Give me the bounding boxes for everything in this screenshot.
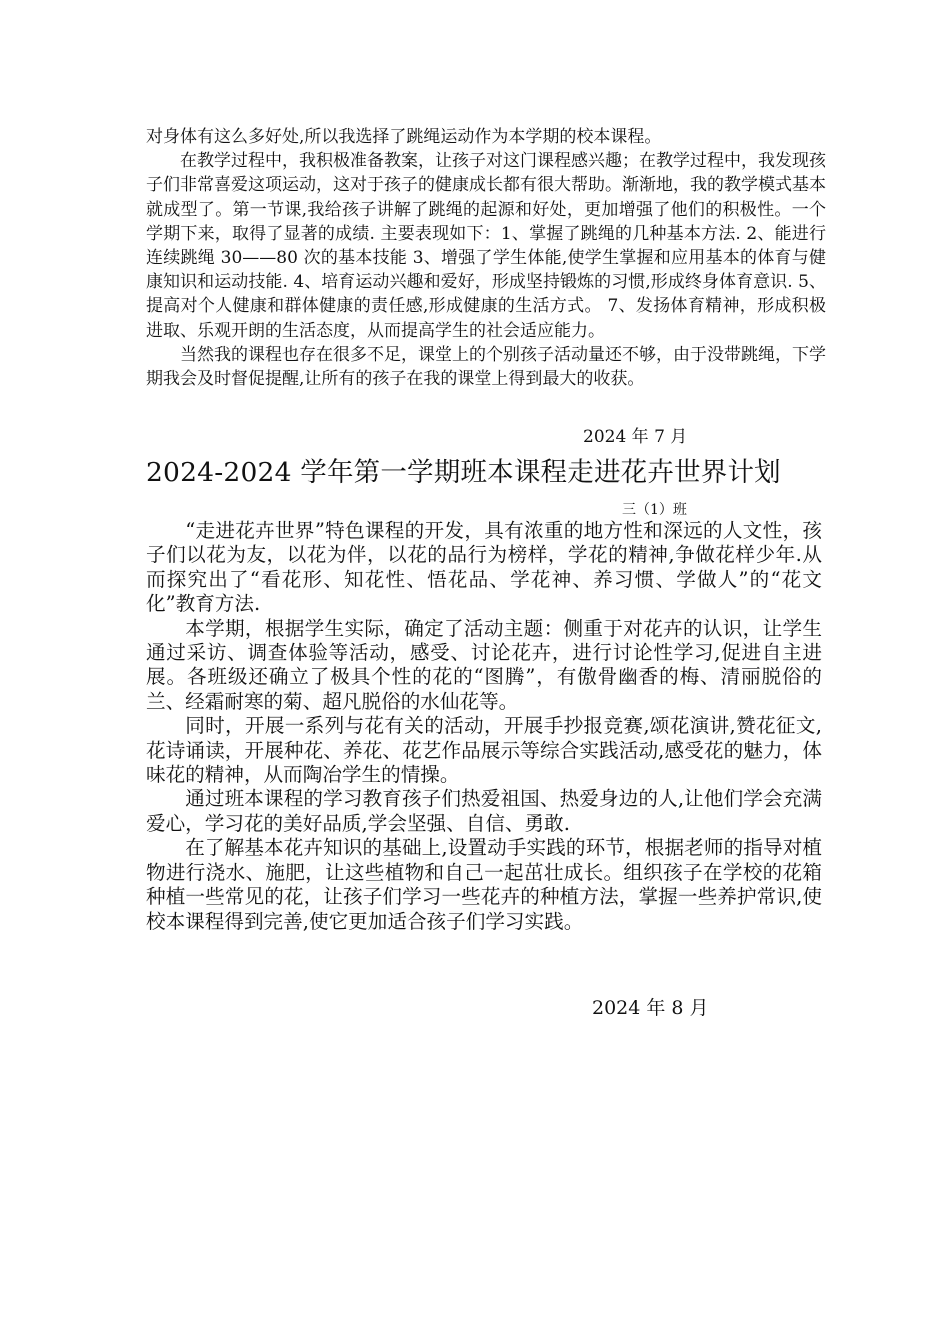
summary-paragraph-2: 在教学过程中，我积极准备教案，让孩子对这门课程感兴趣；在教学过程中，我发现孩子们非常喜爱这项运动，这对于孩子的健康成长都有很大帮助。渐渐地，我的教学模式基本就成型了。第一节课,我给孩子讲解了跳绳的起源和好处，更加增强了他们的积极性。一个学期下来，取得了显著的成绩. 主要表现如下：1、掌握了跳绳的几种基本方法. 2、能进行连续跳绳 30——80 次的基本技能 3、增强了学生体能,使学生掌握和应用基本的体育与健康知识和运动技能. 4、培育运动兴趣和爱好，形成坚持锻炼的习惯,形成终身体育意识. 5、提高对个人健康和群体健康的责任感,形成健康的生活方式。 7、发扬体育精神，形成积极进取、乐观开朗的生活态度，从而提高学生的社会适应能力。 — [146, 151, 826, 341]
plan-paragraph-2: 本学期，根据学生实际，确定了活动主题：侧重于对花卉的认识，让学生通过采访、调查体验等活动，感受、讨论花卉，进行讨论性学习,促进自主进展。各班级还确立了极具个性的花的“图腾”，有傲骨幽香的梅、清丽脱俗的兰、经霜耐寒的菊、超凡脱俗的水仙花等。 — [146, 616, 822, 713]
summary-paragraph-1: 对身体有这么多好处,所以我选择了跳绳运动作为本学期的校本课程。 — [146, 127, 662, 147]
plan-paragraph-1: “走进花卉世界”特色课程的开发，具有浓重的地方性和深远的人文性，孩子们以花为友，以花为伴，以花的品行为榜样，学花的精神,争做花样少年.从而探究出了“看花形、知花性、悟花品、学花神、养习惯、学做人”的“花文化”教育方法. — [146, 519, 822, 616]
course-summary-section — [146, 125, 826, 391]
plan-date: 2024 年 8 月 — [592, 997, 709, 1019]
plan-title: 2024-2024 学年第一学期班本课程走进花卉世界计划 — [146, 457, 781, 488]
summary-paragraph-3: 当然我的课程也存在很多不足，课堂上的个别孩子活动量还不够，由于没带跳绳，下学期我会及时督促提醒,让所有的孩子在我的课堂上得到最大的收获。 — [146, 344, 826, 390]
summary-date: 2024 年 7 月 — [583, 427, 688, 447]
class-label: 三（1）班 — [622, 502, 687, 518]
plan-paragraph-5: 在了解基本花卉知识的基础上,设置动手实践的环节，根据老师的指导对植物进行浇水、施肥，让这些植物和自己一起茁壮成长。组织孩子在学校的花箱种植一些常见的花，让孩子们学习一些花卉的种植方法，掌握一些养护常识,使校本课程得到完善,使它更加适合孩子们学习实践。 — [146, 836, 822, 933]
flower-plan-section — [146, 519, 822, 934]
plan-paragraph-3: 同时，开展一系列与花有关的活动，开展手抄报竞赛,颂花演讲,赞花征文,花诗诵读，开展种花、养花、花艺作品展示等综合实践活动,感受花的魅力，体味花的精神，从而陶冶学生的情操。 — [146, 714, 822, 787]
plan-paragraph-4: 通过班本课程的学习教育孩子们热爱祖国、热爱身边的人,让他们学会充满爱心，学习花的美好品质,学会坚强、自信、勇敢. — [146, 787, 822, 835]
